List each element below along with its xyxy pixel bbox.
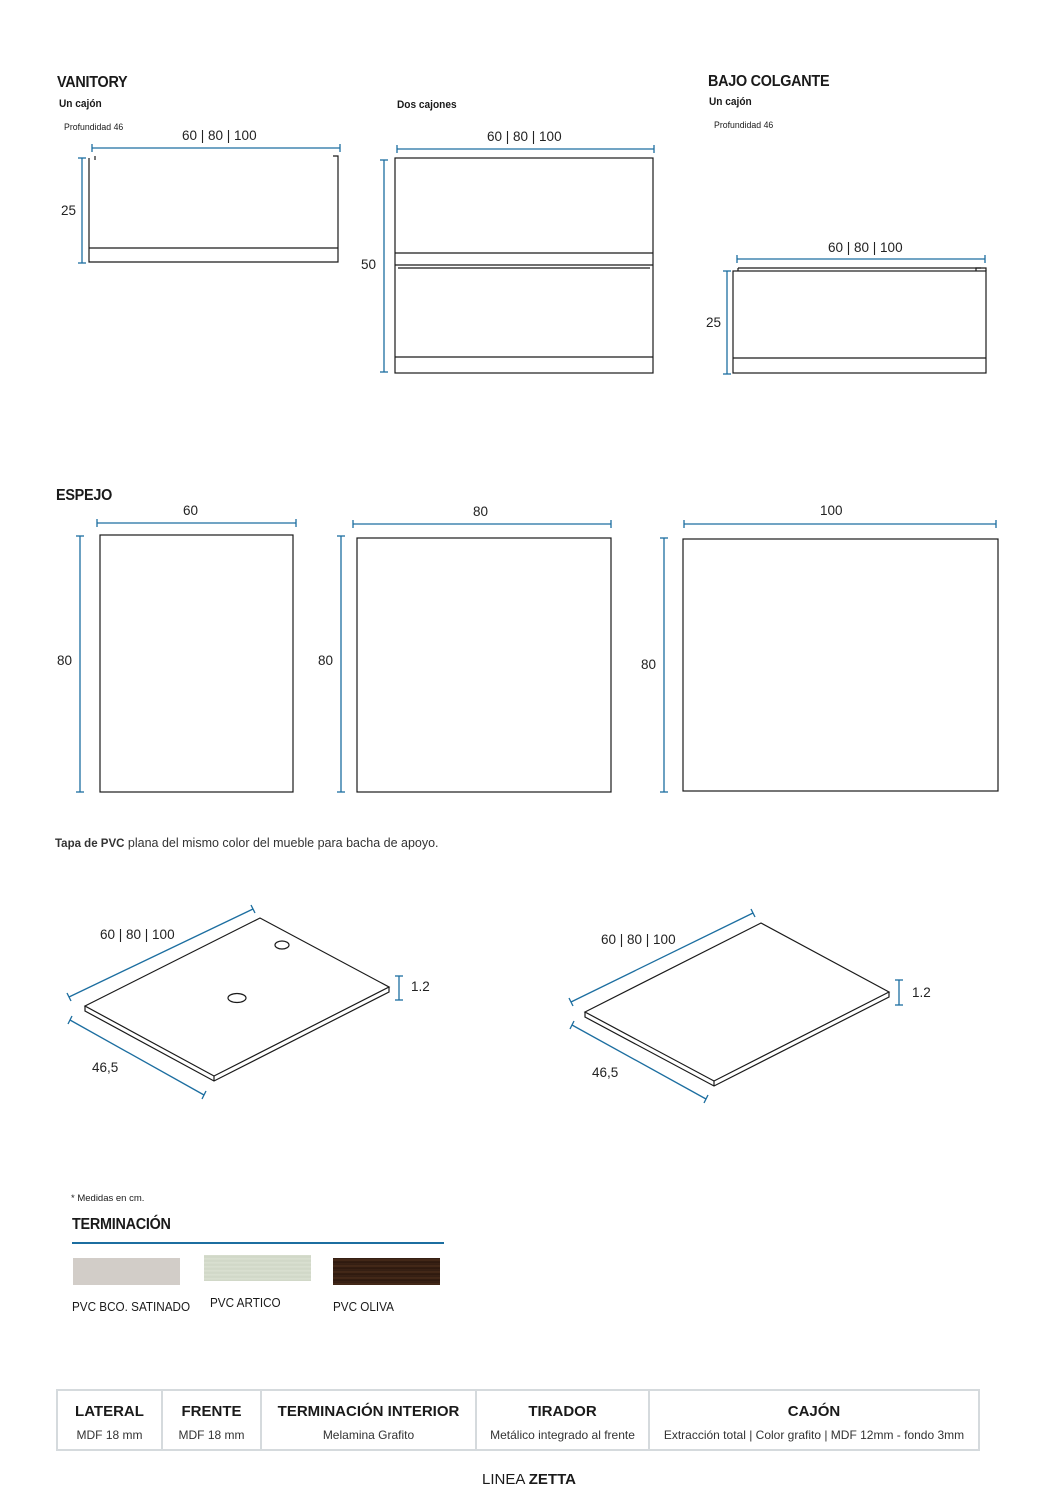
spec-lateral xyxy=(57,1390,162,1450)
terminacion-title: TERMINACIÓN xyxy=(72,1216,171,1233)
vanitory-dos-cajones-subtitle: Dos cajones xyxy=(397,99,457,111)
tapa-description xyxy=(55,836,439,850)
vanitory-un-cajon-subtitle: Un cajón xyxy=(59,98,102,110)
footer-name: ZETTA xyxy=(528,1471,576,1488)
swatch-artico xyxy=(204,1255,311,1281)
spec-tirador xyxy=(476,1390,649,1450)
vanitory-un-cajon-height: 25 xyxy=(61,203,77,218)
spec-value-lateral: MDF 18 mm xyxy=(76,1428,143,1442)
terminacion-divider xyxy=(72,1242,444,1244)
footer-line-name xyxy=(0,1471,1058,1488)
specs-row xyxy=(57,1390,979,1450)
espejo-60-height: 80 xyxy=(57,653,73,668)
dimension-lines xyxy=(67,144,996,1103)
tapa-right-thickness: 1.2 xyxy=(912,985,931,1000)
vanitory-dos-cajones-height: 50 xyxy=(361,257,377,272)
spec-terminacion-interior xyxy=(261,1390,476,1450)
tapa-bold: Tapa de PVC xyxy=(55,838,125,850)
tapa-right-depth: 46,5 xyxy=(592,1065,619,1080)
spec-header-terminacion-interior: TERMINACIÓN INTERIOR xyxy=(277,1403,460,1420)
vanitory-title: VANITORY xyxy=(57,74,128,91)
espejo-80-width: 80 xyxy=(473,504,489,519)
measures-note: * Medidas en cm. xyxy=(71,1193,145,1204)
bajo-colgante-depth-label: Profundidad 46 xyxy=(714,120,774,131)
swatch-label-artico: PVC ARTICO xyxy=(210,1295,281,1310)
tapa-left-width: 60 | 80 | 100 xyxy=(100,927,175,942)
specs-table xyxy=(56,1389,980,1451)
tapa-left-thickness: 1.2 xyxy=(411,979,430,994)
furniture-outlines xyxy=(85,156,998,1086)
swatch-oliva xyxy=(333,1258,440,1285)
espejo-60-width: 60 xyxy=(183,503,199,518)
spec-value-tirador: Metálico integrado al frente xyxy=(490,1428,635,1442)
espejo-100-height: 80 xyxy=(641,657,657,672)
spec-value-terminacion-interior: Melamina Grafito xyxy=(322,1428,415,1442)
swatch-label-bco-satinado: PVC BCO. SATINADO xyxy=(72,1299,191,1314)
espejo-100-width: 100 xyxy=(820,503,843,518)
spec-header-tirador: TIRADOR xyxy=(528,1403,597,1420)
bajo-colgante-height: 25 xyxy=(706,315,722,330)
spec-header-cajon: CAJÓN xyxy=(787,1403,841,1420)
spec-value-frente: MDF 18 mm xyxy=(178,1428,245,1442)
vanitory-dos-cajones-width: 60 | 80 | 100 xyxy=(487,129,562,144)
tapa-text: plana del mismo color del mueble para bacha de apoyo. xyxy=(124,836,439,850)
spec-value-cajon: Extracción total | Color grafito | MDF 12mm - fondo 3mm xyxy=(663,1428,965,1442)
swatch-bco-satinado xyxy=(73,1258,180,1285)
tapa-right-width: 60 | 80 | 100 xyxy=(601,932,676,947)
bajo-colgante-subtitle: Un cajón xyxy=(709,96,752,108)
swatch-label-oliva: PVC OLIVA xyxy=(333,1299,394,1314)
espejo-title: ESPEJO xyxy=(56,487,113,504)
footer-prefix: LINEA xyxy=(482,1471,529,1488)
spec-cajon xyxy=(649,1390,979,1450)
tapa-left-depth: 46,5 xyxy=(92,1060,119,1075)
bajo-colgante-title: BAJO COLGANTE xyxy=(708,73,830,90)
vanitory-un-cajon-width: 60 | 80 | 100 xyxy=(182,128,257,143)
espejo-80-height: 80 xyxy=(318,653,334,668)
spec-frente xyxy=(162,1390,261,1450)
vanitory-depth-label: Profundidad 46 xyxy=(64,122,124,133)
spec-header-lateral: LATERAL xyxy=(75,1403,144,1420)
spec-header-frente: FRENTE xyxy=(181,1403,242,1420)
bajo-colgante-width: 60 | 80 | 100 xyxy=(828,240,903,255)
